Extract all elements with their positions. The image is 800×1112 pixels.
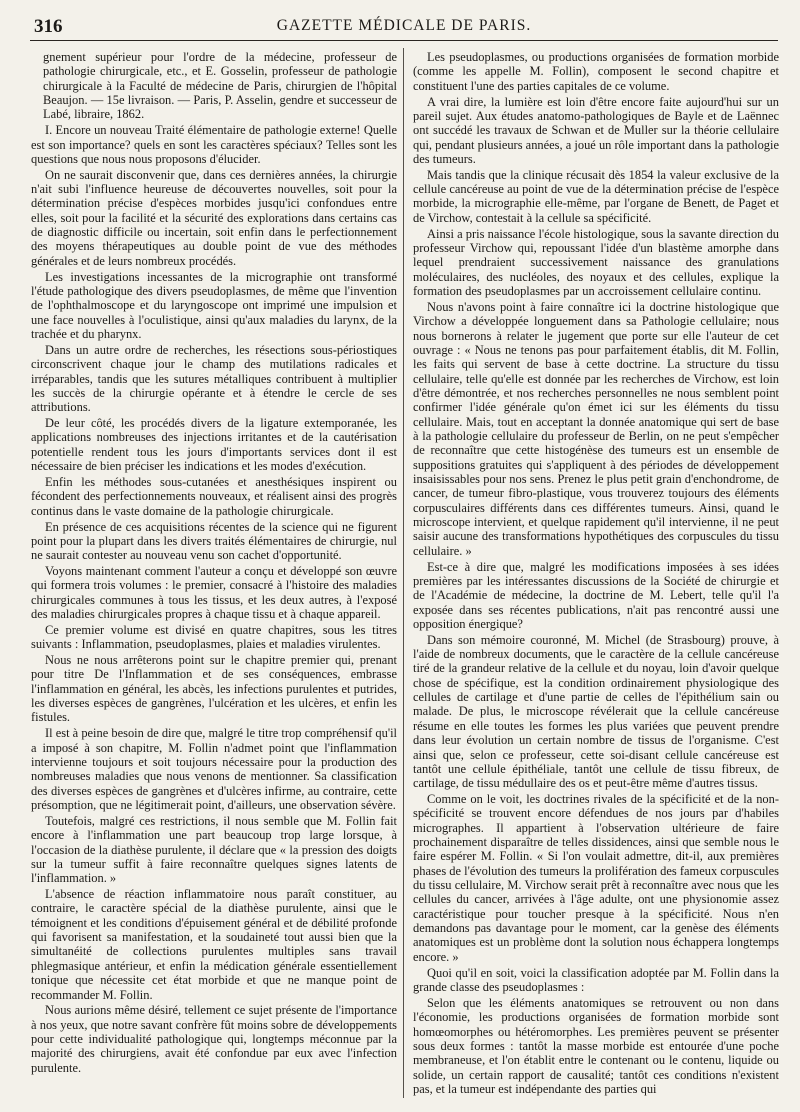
paragraph: Les pseudoplasmes, ou productions organisées de formation morbide (comme les appelle M. Follin), composent le second chapitre et constituent l'une des parties capitales de ce volume. xyxy=(413,50,779,93)
paragraph: gnement supérieur pour l'ordre de la médecine, professeur de pathologie chirurgicale, etc., et E. Gosselin, professeur de pathologie chirurgicale à la Faculté de médecine de Paris, chirurgien de l'hôpital Beaujon. — 15e livraison. — Paris, P. Asselin, gendre et successeur de Labé, libraire, 1862. xyxy=(43,50,397,122)
left-column xyxy=(31,50,397,1098)
paragraph: Nous n'avons point à faire connaître ici la doctrine histologique que Virchow a développée longuement dans sa Pathologie cellulaire; nous nous bornerons à relater le jugement que porte sur elle l'auteur de cet ouvrage : « Nous ne tenons pas pour parfaitement établis, dit M. Follin, les faits qui servent de base à cette doctrine. La structure du tissu cellulaire, telle qu'elle est donnée par les recherches de Virchow, est loin d'être démontrée, et nos recherches personnelles ne nous semblent point confirmer l'idée générale qu'on émet ici sur les éléments du tissu cellulaire. Mais, tout en acceptant la donnée anatomique qui sert de base à la pathologie cellulaire du professeur de Berlin, on ne peut s'empêcher de reconnaître que cette histogénèse des tumeurs est un ensemble de suppositions gratuites qui s'appliquent à des périodes de développement insaisissables pour nos sens. Prenez le plus petit grain d'enchondrome, de cancer, de tumeur fibro-plastique, vous trouverez toujours des éléments corpusculaires différents dans ces différentes tumeurs. Ainsi, quand le microscope intervient, et quelque rapidement qu'il intervienne, il ne peut saisir aucune des transformations hypothétiques des corpuscules du tissu cellulaire. » xyxy=(413,299,779,558)
paragraph: Les investigations incessantes de la micrographie ont transformé l'étude pathologique des divers pseudoplasmes, de même que l'invention de l'ophthalmoscope et du laryngoscope ont imprimé une impulsion et une face nouvelles à l'oculistique, ainsi qu'aux maladies du larynx, de la trachée et du pharynx. xyxy=(31,269,397,342)
paragraph: Nous aurions même désiré, tellement ce sujet présente de l'importance à nos yeux, que notre savant confrère fût moins sobre de développements pour cette individualité pathologique qui, longtemps méconnue par la majorité des chirurgiens, avait été confondue par eux avec l'infection purulente. xyxy=(31,1003,397,1075)
paragraph: Voyons maintenant comment l'auteur a conçu et développé son œuvre qui formera trois volumes : le premier, consacré à l'histoire des maladies chirurgicales communes à tous les tissus, et les deux autres, à l'exposé des maladies chirurgicales propres à chaque tissu et à chaque appareil. xyxy=(31,564,397,622)
paragraph: Quoi qu'il en soit, voici la classification adoptée par M. Follin dans la grande classe des pseudoplasmes : xyxy=(413,965,779,994)
paragraph: Dans un autre ordre de recherches, les résections sous-périostiques circonscrivent chaque jour le champ des mutilations radicales et irréparables, tandis que les sutures métalliques contribuent à multiplier les succès de la chirurgie opérante et à étendre le cercle de ses attributions. xyxy=(31,342,397,415)
paragraph: En présence de ces acquisitions récentes de la science qui ne figurent point pour la plupart dans les divers traités élémentaires de chirurgie, nul ne saurait contester au nouveau venu son cachet d'opportunité. xyxy=(31,519,397,563)
paragraph: I. Encore un nouveau Traité élémentaire de pathologie externe! Quelle est son importance? quels en sont les caractères spéciaux? Telles sont les questions que nous nous proposons d'élucider. xyxy=(31,123,397,166)
paragraph: L'absence de réaction inflammatoire nous paraît constituer, au contraire, le caractère spécial de la diathèse purulente, ainsi que le témoignent et les conditions d'épuisement général et de débilité profonde qui favorisent sa manifestation, et la soudaineté tout aussi bien que la simultanéité de collections purulentes multiples sans travail phlegmasique antérieur, et enfin la médication générale essentiellement tonique que nécessite cet état morbide et que ne manque point de recommander M. Follin. xyxy=(31,887,397,1002)
paragraph: Dans son mémoire couronné, M. Michel (de Strasbourg) prouve, à l'aide de nombreux documents, que le caractère de la cellule cancéreuse tiré de la grandeur relative de la cellule et du noyau, loin d'avoir quelque chose de spécifique, est la condition ordinairement physiologique des cellules de cartilage et d'une partie de celles de l'épithélium sain ou malade. De plus, le microscope révélerait que la cellule cancéreuse résume en elle toutes les formes les plus variées que peuvent prendre dans leur évolution un certain nombre de tissus de l'organisme. C'est ainsi que, selon ce professeur, cette soi-disant cellule cancéreuse est tantôt une cellule épithéliale, tantôt une cellule de tissu fibreux, de cartilage, de tissu médullaire des os et peut-être même d'autres tissus. xyxy=(413,632,779,791)
paragraph: Il est à peine besoin de dire que, malgré le titre trop compréhensif qu'il a imposé à son chapitre, M. Follin n'admet point que l'inflammation intervienne toujours et soit toujours nécessaire pour la production des nombreuses maladies que nous venons de mentionner. Sa classification des diverses espèces de gangrènes et d'ulcères infirme, au contraire, cette présomption, que ne légitimerait point, d'ailleurs, une observation sévère. xyxy=(31,726,397,813)
column-divider xyxy=(403,48,404,1098)
paragraph: Mais tandis que la clinique récusait dès 1854 la valeur exclusive de la cellule cancéreuse au point de vue de la détermination précise de l'espèce morbide, la micrographie elle-même, par l'organe de Benett, de Paget et de Virchow, contestait à la cellule sa spécificité. xyxy=(413,167,779,225)
paragraph: Ce premier volume est divisé en quatre chapitres, sous les titres suivants : Inflammation, pseudoplasmes, plaies et maladies virulentes. xyxy=(31,622,397,652)
paragraph: Comme on le voit, les doctrines rivales de la spécificité et de la non-spécificité se trouvent encore défendues de nos jours par d'habiles micrographes. Il appartient à l'observation ultérieure de faire prochainement disparaître de telles dissidences, ainsi que semble nous le faire espérer M. Follin. « Si l'on voulait admettre, dit-il, aux premières phases de l'évolution des tumeurs la prolifération des fameux corpuscules du tissu cellulaire, M. Virchow serait prêt à reconnaître avec nous que les cellules du cancer, arrivées à l'âge adulte, ont une physionomie assez caractéristique pour toucher presque à la spécificité. Nous n'en demandons pas davantage pour le moment, car la genèse des éléments anatomiques est un problème dont la solution nous échappera longtemps encore. » xyxy=(413,792,779,964)
paragraph: On ne saurait disconvenir que, dans ces dernières années, la chirurgie n'ait subi l'influence heureuse de découvertes nouvelles, soit pour la détermination précise d'espèces morbides jusqu'ici confondues entre elles, soit pour la facilité et la sécurité des explorations dans certains cas de diagnostic difficile ou incertain, soit enfin dans le perfectionnement des moyens thérapeutiques au double point de vue des méthodes générales et de leurs nombreux procédés. xyxy=(31,167,397,268)
paragraph: Selon que les éléments anatomiques se retrouvent ou non dans l'économie, les productions organisées de formation morbide sont homœomorphes ou hétéromorphes. Les premières peuvent se présenter sous deux formes : tantôt la masse morbide est entourée d'une poche membraneuse, et l'on établit entre le contenant ou le contenu, liquide ou solide, un certain rapport de causalité; tantôt ces conditions n'existent pas, et la tumeur est indépendante des parties qui xyxy=(413,995,779,1096)
page-number: 316 xyxy=(34,16,63,37)
right-column xyxy=(413,50,779,1098)
paragraph: Nous ne nous arrêterons point sur le chapitre premier qui, prenant pour titre De l'Inflammation et de ses conséquences, embrasse l'inflammation en général, les abcès, les infections purulentes et putrides, les diverses espèces de gangrènes, l'ulcération et les ulcères, et enfin les fistules. xyxy=(31,653,397,725)
paragraph: Toutefois, malgré ces restrictions, il nous semble que M. Follin fait encore à l'inflammation une part beaucoup trop large lorsque, à l'occasion de la diathèse purulente, il déclare que « la pression des doigts sur la tumeur suffit à faire reconnaître quelques signes latents de l'inflammation. » xyxy=(31,813,397,886)
paragraph: A vrai dire, la lumière est loin d'être encore faite aujourd'hui sur un pareil sujet. Aux études anatomo-pathologiques de Bayle et de Laënnec ont succédé les travaux de Schwan et de Muller sur la théorie cellulaire qui, pendant plusieurs années, a joué un rôle important dans la pathologie des tumeurs. xyxy=(413,94,779,166)
paragraph: De leur côté, les procédés divers de la ligature extemporanée, les applications nombreuses des injections irritantes et de la cautérisation potentielle rendent tous les jours d'importants services dont il est nécessaire de bien préciser les indications et les modes d'exécution. xyxy=(31,416,397,474)
running-title: GAZETTE MÉDICALE DE PARIS. xyxy=(276,17,532,34)
paragraph: Est-ce à dire que, malgré les modifications imposées à ses idées premières par les intéressantes discussions de la Société de chirurgie et de l'Académie de médecine, la doctrine de M. Lebert, telle qu'il l'a exposée dans ses récentes publications, n'ait pas rencontré aussi une opposition énergique? xyxy=(413,559,779,631)
page-header xyxy=(30,14,778,41)
paragraph: Enfin les méthodes sous-cutanées et anesthésiques inspirent ou fécondent des perfectionnements nouveaux, et réalisent ainsi des progrès continus dans le vaste domaine de la pathologie chirurgicale. xyxy=(31,474,397,518)
paragraph: Ainsi a pris naissance l'école histologique, sous la savante direction du professeur Virchow qui, repoussant l'idée d'un blastème amorphe dans lequel prendraient successivement naissance des granulations moléculaires, des nucléoles, des noyaux et des cellules, explique la formation des pseudoplasmes par un accroissement cellulaire continu. xyxy=(413,226,779,298)
